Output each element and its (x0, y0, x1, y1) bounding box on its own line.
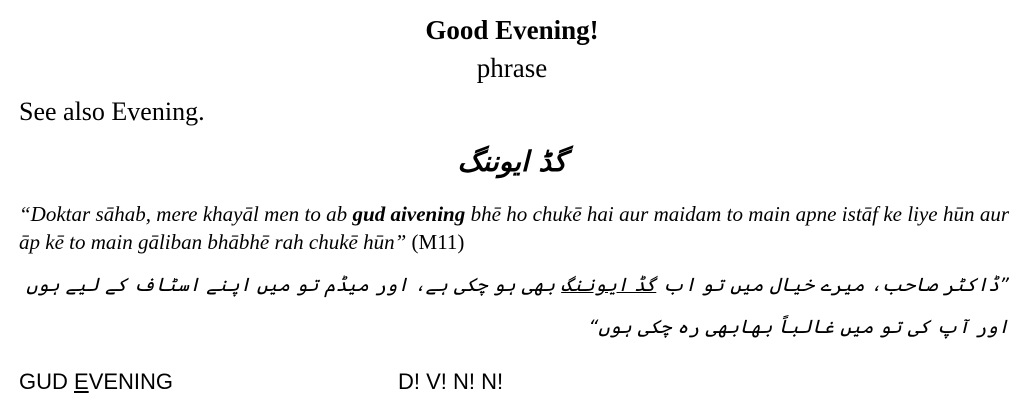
see-also-reference: See also Evening. (19, 97, 205, 126)
headword: Good Evening! (425, 15, 599, 45)
transliteration-part-3: VENING (88, 369, 174, 394)
urdu-quote-term: گڈ ایوننگ (561, 274, 657, 296)
quote-highlighted-term: gud aivening (352, 202, 466, 226)
quote-source: (M11) (406, 230, 465, 254)
urdu-quote-before: ”ڈاکٹر صاحب، میرے خیال میں تو اب (656, 274, 1009, 296)
urdu-quote-after: بھی ہو چکی ہے، اور میڈم تو میں اپنے اسٹاف کے لیے ہوں اور آپ کی تو میں غالباً بھابھی رہ چکی ہوں“ (26, 274, 1009, 338)
quote-opening-text: “Doktar sāhab, mere khayāl men to ab (19, 202, 353, 226)
urdu-example-quote (19, 264, 1009, 348)
transliteration (19, 368, 173, 396)
phonetic-code: D! V! N! N! (398, 369, 504, 394)
example-quote (19, 200, 1009, 256)
urdu-headword: گڈ ایوننگ (457, 145, 567, 178)
transliteration-part-1: GUD (19, 369, 74, 394)
quote-remaining-text: bhē ho chukē hai aur maidam to main apne istāf ke liye hūn aur āp kē to main gāliban bhābhē rah chukē hūn” (19, 202, 1009, 254)
transliteration-accented-letter: E (74, 369, 89, 394)
part-of-speech: phrase (476, 53, 548, 83)
